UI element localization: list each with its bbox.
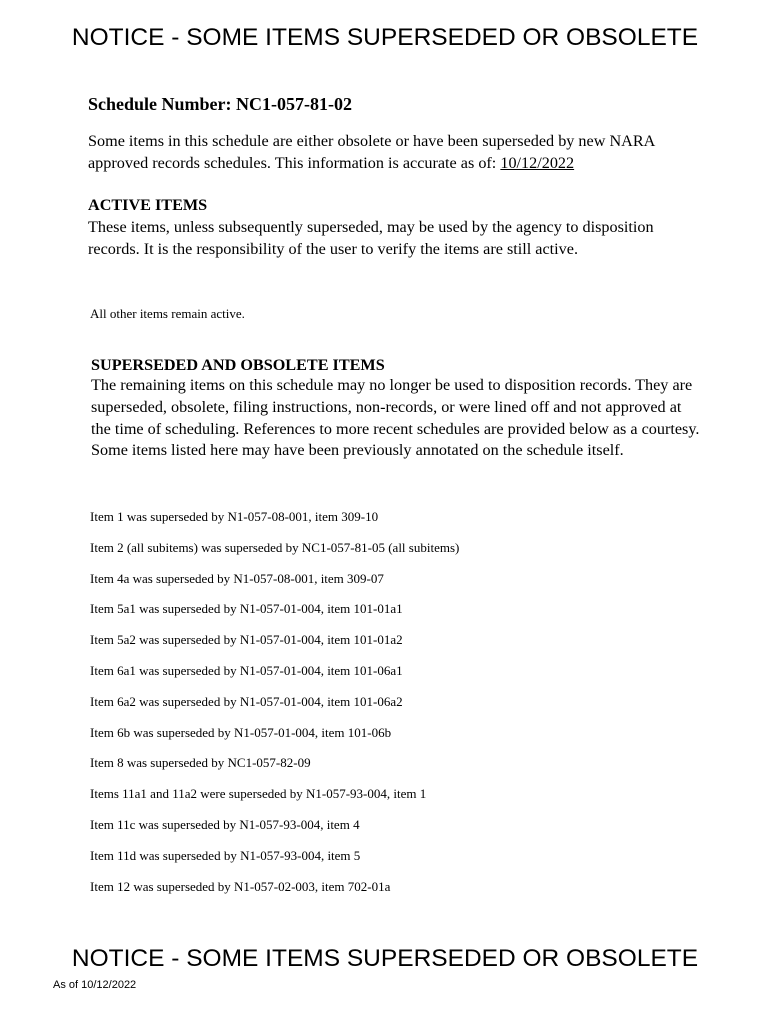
list-item: Item 2 (all subitems) was superseded by NC1-057-81-05 (all subitems) — [90, 539, 460, 555]
list-item: Item 5a1 was superseded by N1-057-01-004, item 101-01a1 — [90, 601, 403, 617]
active-items-heading: ACTIVE ITEMS — [88, 196, 208, 214]
intro-paragraph — [88, 131, 698, 174]
superseded-items-list — [90, 507, 459, 907]
active-items-body: These items, unless subsequently superseded, may be used by the agency to disposition records. It is the responsibility of the user to verify the items are still active. — [88, 218, 654, 258]
list-item: Item 1 was superseded by N1-057-08-001, item 309-10 — [90, 509, 379, 524]
superseded-items-body: The remaining items on this schedule may no longer be used to disposition records. They are superseded, obsolete, filing instructions, non-records, or were lined off and not approved at the time of scheduling. References to more recent schedules are provided below as a courtesy. Some items listed here may have been previously annotated on the schedule itself. — [91, 376, 700, 460]
notice-title-bottom: NOTICE - SOME ITEMS SUPERSEDED OR OBSOLETE — [71, 945, 699, 972]
list-item: Item 4a was superseded by N1-057-08-001, item 309-07 — [90, 570, 384, 586]
list-item: Item 11d was superseded by N1-057-93-004, item 5 — [90, 847, 361, 863]
list-item: Item 6a2 was superseded by N1-057-01-004, item 101-06a2 — [90, 693, 403, 709]
list-item: Item 6b was superseded by N1-057-01-004, item 101-06b — [90, 724, 392, 740]
list-item: Item 11c was superseded by N1-057-93-004, item 4 — [90, 816, 360, 832]
list-item: Item 8 was superseded by NC1-057-82-09 — [90, 755, 311, 771]
list-item: Item 6a1 was superseded by N1-057-01-004, item 101-06a1 — [90, 662, 403, 678]
list-item: Items 11a1 and 11a2 were superseded by N1-057-93-004, item 1 — [90, 786, 427, 802]
list-item: Item 12 was superseded by N1-057-02-003, item 702-01a — [90, 878, 391, 894]
schedule-number-heading: Schedule Number: NC1-057-81-02 — [88, 94, 352, 114]
notice-title-top: NOTICE - SOME ITEMS SUPERSEDED OR OBSOLETE — [71, 24, 699, 51]
intro-text: Some items in this schedule are either obsolete or have been superseded by new NARA approved records schedules. This information is accurate as of: — [88, 132, 655, 172]
as-of-date: As of 10/12/2022 — [53, 979, 137, 991]
all-other-active-note: All other items remain active. — [90, 306, 245, 321]
list-item: Item 5a2 was superseded by N1-057-01-004, item 101-01a2 — [90, 632, 403, 648]
superseded-items-heading: SUPERSEDED AND OBSOLETE ITEMS — [91, 356, 385, 374]
accuracy-date: 10/12/2022 — [500, 153, 575, 172]
